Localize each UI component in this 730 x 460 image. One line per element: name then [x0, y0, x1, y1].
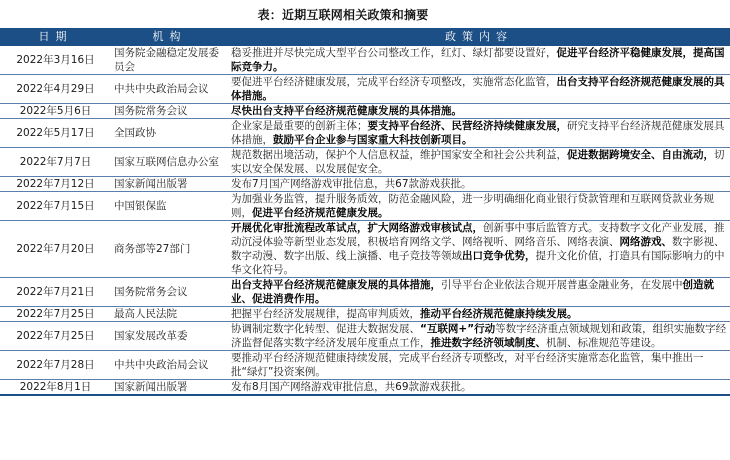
- row-date: 2022年3月16日: [0, 45, 111, 75]
- row-agency: 国务院常务会议: [111, 104, 228, 119]
- row-agency: 全国政协: [111, 119, 228, 148]
- table-row: [0, 148, 730, 177]
- row-agency: 国务院常务会议: [111, 278, 228, 307]
- emphasis-text: 出台支持平台经济规范健康发展的具体措施。: [231, 76, 725, 102]
- emphasis-text: 创造就业、促进消费作用。: [231, 279, 714, 305]
- policy-text: 发布8月国产网络游戏审批信息，共69款游戏获批。: [231, 381, 472, 393]
- row-date: 2022年5月6日: [0, 104, 111, 119]
- policy-text: 切实以安全保发展、以发展促安全。: [231, 149, 725, 175]
- policy-text: 为加强业务监管，提升服务质效，防范金融风险，进一步明确细化商业银行贷款管理和互联网贷款业务规则，: [231, 193, 714, 219]
- table-row: [0, 75, 730, 104]
- row-content: [228, 221, 730, 278]
- table-row: [0, 322, 730, 351]
- policy-text: 机制、标准规范等建设。: [546, 337, 662, 349]
- table-title: 表：近期互联网相关政策和摘要: [257, 7, 429, 22]
- row-content: [228, 192, 730, 221]
- table-row: [0, 45, 730, 75]
- table-row: [0, 104, 730, 119]
- policy-text: 提升文化价值，打造具有国际影响力的中华文化符号。: [231, 250, 725, 276]
- row-date: 2022年7月28日: [0, 351, 111, 380]
- emphasis-text: 促进平台经济平稳健康发展，提高国际竞争力。: [231, 47, 725, 73]
- policy-text: 创新事中事后监管方式。支持数字文化产业发展，推动沉浸体验等新型业态发展，积极培育网络文学、网络视听、网络音乐、网络表演、: [231, 222, 725, 248]
- row-date: 2022年7月25日: [0, 322, 111, 351]
- policy-text: 协调制定数字化转型、促进大数据发展、: [231, 323, 420, 335]
- policy-text: 稳妥推进并尽快完成大型平台公司整改工作，红灯、绿灯都要设置好，: [231, 47, 557, 59]
- row-agency: 国家新闻出版署: [111, 380, 228, 396]
- table-row: [0, 177, 730, 192]
- table-header-row: [0, 28, 730, 45]
- emphasis-text: 促进平台经济规范健康发展。: [252, 207, 389, 219]
- row-agency: 中国银保监: [111, 192, 228, 221]
- row-content: [228, 307, 730, 322]
- row-content: [228, 45, 730, 75]
- emphasis-text: 尽快出台支持平台经济规范健康发展的具体措施。: [231, 105, 462, 117]
- row-content: [228, 119, 730, 148]
- table-row: [0, 192, 730, 221]
- row-date: 2022年5月17日: [0, 119, 111, 148]
- emphasis-text: 促进数据跨境安全、自由流动，: [567, 149, 714, 161]
- row-content: [228, 380, 730, 396]
- row-content: [228, 322, 730, 351]
- row-agency: 国务院金融稳定发展委员会: [111, 45, 228, 75]
- policy-text: 规范数据出境活动，保护个人信息权益，维护国家安全和社会公共利益，: [231, 149, 567, 161]
- emphasis-text: “互联网+”行动: [420, 323, 496, 335]
- policy-text: 把握平台经济发展规律，提高审判质效，: [231, 308, 420, 320]
- policy-text: 数字影视、数字动漫、数字出版、线上演播、电子竞技等领域: [231, 236, 725, 262]
- emphasis-text: 开展优化审批流程改革试点，扩大网络游戏审核试点，: [231, 222, 483, 234]
- row-agency: 国家新闻出版署: [111, 177, 228, 192]
- emphasis-text: 推进数字经济领域制度、: [430, 337, 546, 349]
- emphasis-text: 网络游戏、: [619, 236, 672, 248]
- table-row: [0, 307, 730, 322]
- row-content: [228, 104, 730, 119]
- row-agency: 中共中央政治局会议: [111, 351, 228, 380]
- policy-text: 等数字经济重点领域规划和政策，组织实施数字经济监督促落实数字经济发展年度重点工作，: [231, 323, 727, 349]
- table-row: [0, 221, 730, 278]
- row-agency: 国家发展改革委: [111, 322, 228, 351]
- row-content: [228, 75, 730, 104]
- policy-text: 要促进平台经济健康发展，完成平台经济专项整改，实施常态化监管，: [231, 76, 557, 88]
- table-row: [0, 119, 730, 148]
- row-agency: 商务部等27部门: [111, 221, 228, 278]
- row-date: 2022年4月29日: [0, 75, 111, 104]
- policy-text: 引导平台企业依法合规开展普惠金融业务，在发展中: [441, 279, 683, 291]
- row-content: [228, 148, 730, 177]
- emphasis-text: 鼓励平台企业参与国家重大科技创新项目。: [273, 134, 473, 146]
- row-agency: 中共中央政治局会议: [111, 75, 228, 104]
- table-row: [0, 278, 730, 307]
- emphasis-text: 推动平台经济规范健康持续发展。: [420, 308, 578, 320]
- row-date: 2022年7月15日: [0, 192, 111, 221]
- row-date: 2022年7月25日: [0, 307, 111, 322]
- policy-text: 企业家是最重要的创新主体；: [231, 120, 368, 132]
- row-content: [228, 351, 730, 380]
- emphasis-text: 要支持平台经济、民营经济持续健康发展，: [367, 120, 567, 132]
- header-date: 日期: [0, 28, 111, 45]
- row-date: 2022年7月21日: [0, 278, 111, 307]
- policy-text: 要推动平台经济规范健康持续发展，完成平台经济专项整改，对平台经济实施常态化监管，集中推出一批“绿灯”投资案例。: [231, 352, 704, 378]
- row-date: 2022年7月7日: [0, 148, 111, 177]
- row-agency: 最高人民法院: [111, 307, 228, 322]
- row-content: [228, 278, 730, 307]
- policy-text: 发布7月国产网络游戏审批信息，共67款游戏获批。: [231, 178, 472, 190]
- header-agency: 机构: [111, 28, 228, 45]
- row-date: 2022年8月1日: [0, 380, 111, 396]
- table-row: [0, 351, 730, 380]
- row-content: [228, 177, 730, 192]
- table-row: [0, 380, 730, 396]
- policy-table: [0, 28, 730, 396]
- row-agency: 国家互联网信息办公室: [111, 148, 228, 177]
- row-date: 2022年7月20日: [0, 221, 111, 278]
- header-content: 政策内容: [228, 28, 730, 45]
- policy-text: 研究支持平台经济规范健康发展具体措施，: [231, 120, 725, 146]
- emphasis-text: 出口竞争优势，: [462, 250, 536, 262]
- row-date: 2022年7月12日: [0, 177, 111, 192]
- emphasis-text: 出台支持平台经济规范健康发展的具体措施，: [231, 279, 441, 291]
